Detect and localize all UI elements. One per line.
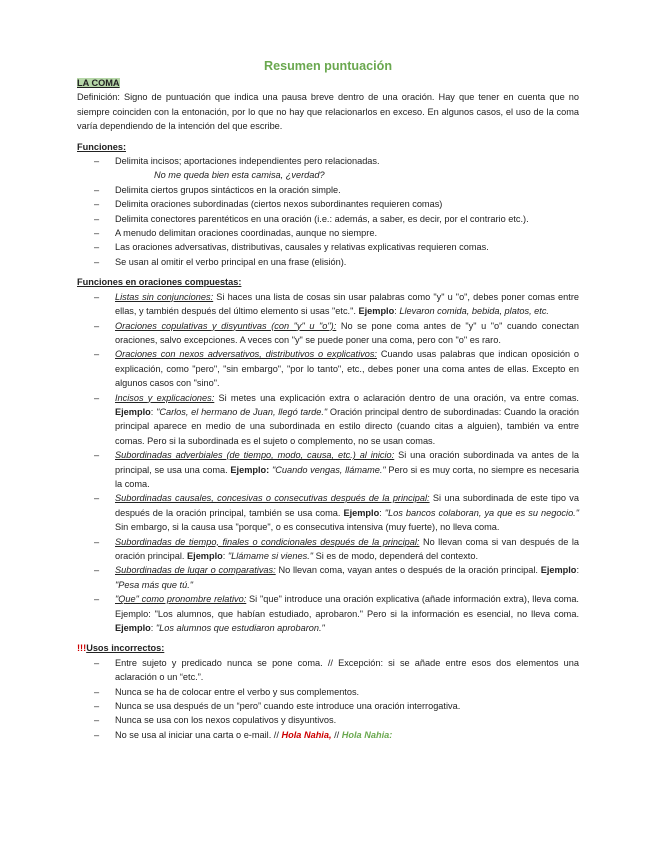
list-item: – Entre sujeto y predicado nunca se pone coma. // Excepción: si se añade entre esos dos elementos una aclaración o un “etc.”. — [77, 656, 579, 685]
term: Subordinadas de lugar o comparativas: — [115, 565, 276, 576]
list-item: – Delimita conectores parentéticos en una oración (i.e.: además, a saber, es decir, por el contrario etc.). — [77, 212, 579, 226]
section-heading-coma: LA COMA — [77, 78, 120, 88]
document-page — [77, 56, 579, 742]
list-item: – A menudo delimitan oraciones coordinadas, aunque no siempre. — [77, 226, 579, 240]
list-item: – Nunca se usa después de un “pero” cuando este introduce una oración interrogativa. — [77, 699, 579, 713]
compuestas-list — [77, 290, 579, 636]
list-item: – Listas sin conjunciones: Si haces una lista de cosas sin usar palabras como "y" u "o", debes poner comas entre ellas, y también después del último elemento si usas "etc.". Ejemplo: Llevaron comida, bebida, platos, etc. — [77, 290, 579, 319]
list-item: – Subordinadas de lugar o comparativas: No llevan coma, vayan antes o después de la oración principal. Ejemplo: "Pesa más que tú." — [77, 563, 579, 592]
funciones-list-cont — [77, 183, 579, 269]
definition-text: Signo de puntuación que indica una pausa breve dentro de una oración. Hay que tener en cuenta que no siempre coinciden con la entonación, por lo que no hay que relacionarlos en exceso. En algunos casos, el uso de la coma varía dependiendo de la intención del que escribe. — [77, 92, 579, 132]
definition-label: Definición: — [77, 92, 120, 103]
list-item: – Delimita incisos; aportaciones independientes pero relacionadas. — [77, 154, 579, 168]
list-item: – Incisos y explicaciones: Si metes una explicación extra o aclaración dentro de una oración, va entre comas. Ejemplo: "Carlos, el hermano de Juan, llegó tarde." Oración principal dentro de subordinadas: Cuando la oración principal aparece en medio de una subordinada en estilo directo (cuando citas a alguien), también va entre comas. Pero si la subordinada es el sujeto o complemento, no se usan comas. — [77, 391, 579, 449]
list-item: – Delimita ciertos grupos sintácticos en la oración simple. — [77, 183, 579, 197]
term: Subordinadas adverbiales (de tiempo, modo, causa, etc.) al inicio: — [115, 450, 395, 461]
list-item: – Las oraciones adversativas, distributivas, causales y relativas explicativas requieren comas. — [77, 240, 579, 254]
funciones-list — [77, 154, 579, 168]
list-item: – Subordinadas de tiempo, finales o condicionales después de la principal: No llevan coma si van después de la oración principal. Ejemplo: "Llámame si vienes." Si es de modo, dependerá del contexto. — [77, 535, 579, 564]
definition-paragraph — [77, 90, 579, 133]
term: Subordinadas causales, concesivas o consecutivas después de la principal: — [115, 493, 430, 504]
list-item: – Delimita oraciones subordinadas (ciertos nexos subordinantes requieren comas) — [77, 197, 579, 211]
term: Oraciones copulativas y disyuntivas (con "y" u "o"): — [115, 320, 337, 331]
list-item: – No se usa al iniciar una carta o e-mail. // Hola Nahia, // Hola Nahia: — [77, 728, 579, 742]
section-heading-compuestas: Funciones en oraciones compuestas: — [77, 277, 242, 288]
wrong-example: Hola Nahia, — [281, 729, 332, 740]
list-item: – Oraciones copulativas y disyuntivas (con "y" u "o"): No se pone coma antes de "y" u "o" cuando conectan oraciones, salvo excepciones. A veces con "y" se puede poner una coma, pero con "o" es raro. — [77, 319, 579, 348]
list-item: – Subordinadas adverbiales (de tiempo, modo, causa, etc.) al inicio: Si una oración subordinada va antes de la principal, se usa una coma. Ejemplo: "Cuando vengas, llámame." Pero si es muy corta, no siempre es necesaria la coma. — [77, 448, 579, 491]
right-example: Hola Nahia: — [341, 729, 393, 740]
term: Listas sin conjunciones: — [115, 291, 214, 302]
list-item: – Se usan al omitir el verbo principal en una frase (elisión). — [77, 255, 579, 269]
section-heading-funciones: Funciones: — [77, 141, 127, 152]
list-item: – Oraciones con nexos adversativos, distributivos o explicativos: Cuando usas palabras que indican oposición o explicación, como "pero", "sin embargo", "por lo tanto", etc., debes poner una coma antes de ellas. Excepto en algunos casos con "sino". — [77, 347, 579, 390]
example-line: No me queda bien esta camisa, ¿verdad? — [154, 170, 325, 181]
incorrectos-list — [77, 656, 579, 742]
term: "Que" como pronombre relativo: — [115, 594, 247, 605]
list-item: – Subordinadas causales, concesivas o consecutivas después de la principal: Si una subordinada de este tipo va después de la oración principal, también se usa coma. Ejemplo: "Los bancos colaboran, ya que es su negocio." Sin embargo, si la causa usa "porque", o es consecutiva intensiva (muy fuerte), no lleva coma. — [77, 491, 579, 534]
list-item: – Nunca se usa con los nexos copulativos y disyuntivos. — [77, 713, 579, 727]
section-heading-incorrectos: !!!Usos incorrectos: — [77, 643, 165, 654]
term: Subordinadas de tiempo, finales o condicionales después de la principal: — [115, 536, 420, 547]
list-item: – Nunca se ha de colocar entre el verbo y sus complementos. — [77, 685, 579, 699]
term: Incisos y explicaciones: — [115, 392, 215, 403]
list-item: – "Que" como pronombre relativo: Si "que" introduce una oración explicativa (añade información extra), lleva coma. Ejemplo: "Los alumnos, que habían estudiado, aprobaron." Pero si la información es esencial, no lleva coma. Ejemplo: "Los alumnos que estudiaron aprobaron." — [77, 592, 579, 635]
page-title: Resumen puntuación — [263, 59, 393, 73]
term: Oraciones con nexos adversativos, distributivos o explicativos: — [115, 349, 377, 360]
warning-prefix: !!! — [77, 643, 87, 654]
